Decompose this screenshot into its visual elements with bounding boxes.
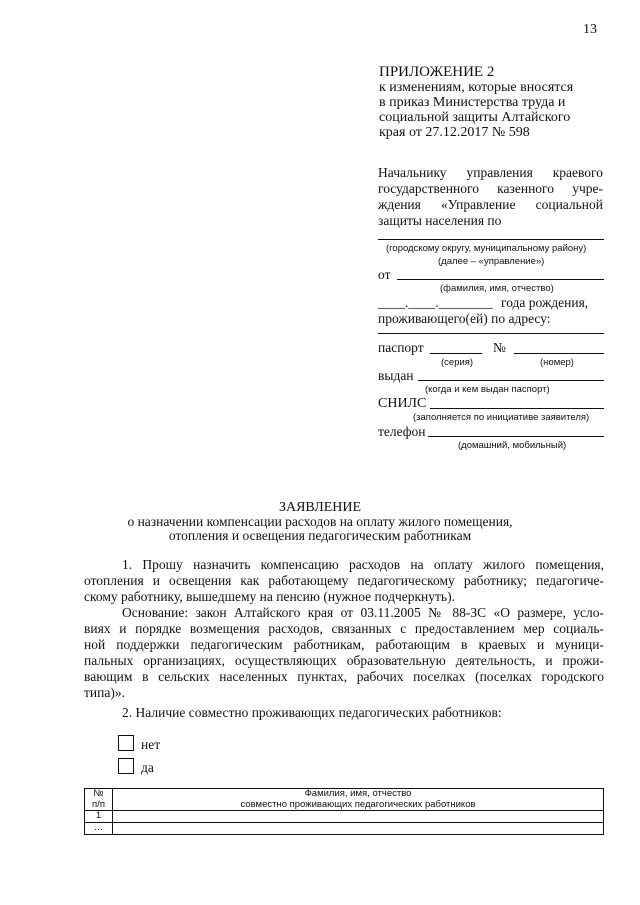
snils-hint: (заполняется по инициативе заявителя) xyxy=(413,412,590,423)
snils-label: СНИЛС xyxy=(378,396,427,411)
col-name-header-line-2: совместно проживающих педагогических работников xyxy=(240,798,476,810)
col-number-header-line-2: п/п xyxy=(92,798,105,810)
appendix-title: ПРИЛОЖЕНИЕ 2 xyxy=(379,64,495,80)
p2-line-4: пальных организациях, осуществляющих образовательную деятельность, и прожи- xyxy=(84,653,604,668)
full-name-line[interactable] xyxy=(397,279,604,280)
addressee-line-3: ждения «Управление социальной xyxy=(378,197,603,212)
district-hint: (городскому округу, муниципальному району) xyxy=(386,243,587,254)
p2-line-3: ной поддержки педагогическим работникам, работающим в краевых и муници- xyxy=(84,637,604,652)
yes-checkbox[interactable] xyxy=(118,758,134,774)
yes-label: да xyxy=(141,760,154,775)
number-hint: (номер) xyxy=(540,357,574,368)
table-row xyxy=(85,822,604,834)
snils-line[interactable] xyxy=(430,408,604,409)
cohabitant-table xyxy=(84,788,604,835)
passport-number-label: № xyxy=(493,340,506,355)
appendix-line-4: края от 27.12.2017 № 598 xyxy=(379,125,530,140)
phone-line[interactable] xyxy=(428,436,604,437)
passport-number-line[interactable] xyxy=(514,353,604,354)
from-label: от xyxy=(378,267,391,282)
statement-subtitle-2: отопления и освещения педагогическим работникам xyxy=(168,528,472,543)
p1-line-1: 1. Прошу назначить компенсацию расходов на оплату жилого помещения, xyxy=(122,557,604,572)
p2-line-6: типа)». xyxy=(84,685,125,700)
address-line[interactable] xyxy=(378,333,604,334)
col-name-header-line-1: Фамилия, имя, отчество xyxy=(304,788,412,799)
col-name-header xyxy=(113,789,604,811)
row-number-cell: 1 xyxy=(85,811,113,823)
phone-hint: (домашний, мобильный) xyxy=(458,440,567,451)
passport-label: паспорт xyxy=(378,340,424,355)
p1-line-2: отопления и освещения как работающему педагогическому работнику; педагогиче- xyxy=(84,573,604,588)
p2-line-1: Основание: закон Алтайского края от 03.11.2005 № 88-ЗС «О размере, усло- xyxy=(122,605,604,620)
series-hint: (серия) xyxy=(441,357,474,368)
page-number: 13 xyxy=(583,22,597,37)
management-hint: (далее – «управление») xyxy=(438,256,545,267)
addressee-line-4: защиты населения по xyxy=(378,213,502,228)
no-label: нет xyxy=(141,737,161,752)
row-name-cell[interactable] xyxy=(113,811,604,823)
issued-hint: (когда и кем выдан паспорт) xyxy=(425,384,550,395)
table-header-row xyxy=(85,789,604,811)
no-checkbox[interactable] xyxy=(118,735,134,751)
col-number-header-line-1: № xyxy=(93,788,104,799)
full-name-hint: (фамилия, имя, отчество) xyxy=(440,283,554,294)
appendix-line-3: социальной защиты Алтайского xyxy=(379,110,571,125)
issued-line[interactable] xyxy=(418,380,604,381)
row-number-cell: … xyxy=(85,822,113,834)
table-row xyxy=(85,811,604,823)
p2-line-2: виях и порядке возмещения расходов, связанных с предоставлением мер социаль- xyxy=(84,621,604,636)
row-name-cell[interactable] xyxy=(113,822,604,834)
addressee-line-2: государственного казенного учре- xyxy=(378,181,603,196)
addressee-line-1: Начальнику управления краевого xyxy=(378,165,603,180)
statement-subtitle-1: о назначении компенсации расходов на оплату жилого помещения, xyxy=(127,514,513,529)
birth-date-field[interactable]: ____.____.________ xyxy=(378,295,493,310)
p2-line-5: вающим в сельских населенных пунктах, рабочих поселках (поселках городского xyxy=(84,669,604,684)
district-line[interactable] xyxy=(378,239,604,240)
p1-line-3: скому работнику, вышедшему на пенсию (нужное подчеркнуть). xyxy=(84,589,455,604)
p3-line: 2. Наличие совместно проживающих педагогических работников: xyxy=(122,705,502,720)
appendix-line-2: в приказ Министерства труда и xyxy=(379,95,566,110)
statement-title: ЗАЯВЛЕНИЕ xyxy=(278,500,362,515)
phone-label: телефон xyxy=(378,424,426,439)
col-number-header xyxy=(85,789,113,811)
passport-series-line[interactable] xyxy=(430,353,482,354)
birth-label: года рождения, xyxy=(501,295,589,310)
residing-label: проживающего(ей) по адресу: xyxy=(378,311,551,326)
appendix-line-1: к изменениям, которые вносятся xyxy=(379,80,574,95)
issued-label: выдан xyxy=(378,368,414,383)
